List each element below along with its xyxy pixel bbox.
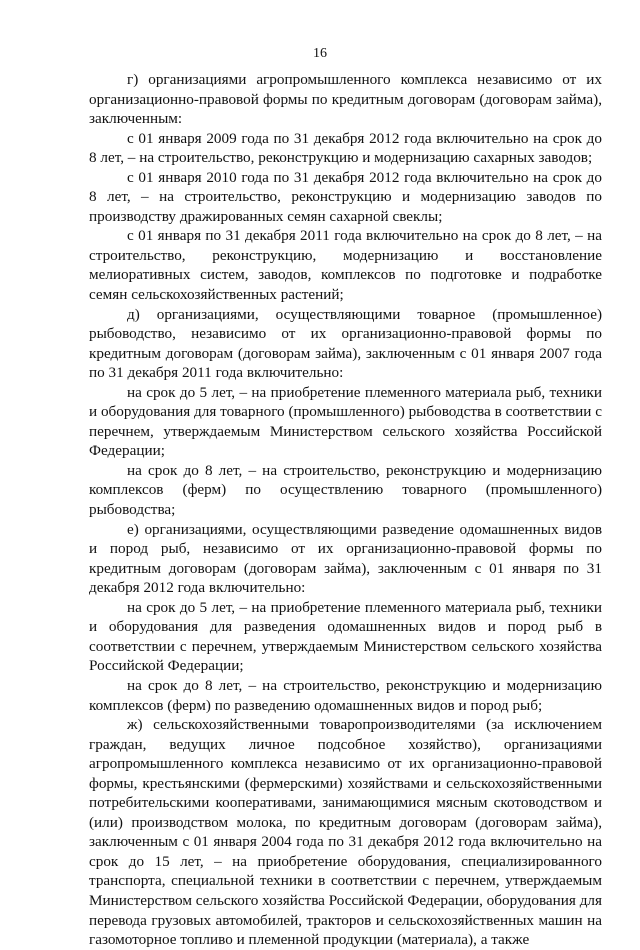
document-body bbox=[89, 70, 602, 950]
paragraph-e-intro: е) организациями, осуществляющими разведение одомашненных видов и пород рыб, независимо от их организационно-правовой формы по кредитным договорам (договорам займа), заключенным с 01 января по 31 декабря 2012 года включительно: bbox=[89, 520, 602, 597]
paragraph-g-beet-seed-plants: с 01 января 2010 года по 31 декабря 2012 года включительно на срок до 8 лет, – на строительство, реконструкцию и модернизацию заводов по производству дражированных семян сахарной свеклы; bbox=[89, 168, 602, 225]
paragraph-e-5-years: на срок до 5 лет, – на приобретение племенного материала рыб, техники и оборудования для разведения одомашненных видов и пород рыб в соответствии с перечнем, утверждаемым Министерством сельского хозяйства Российской Федерации; bbox=[89, 598, 602, 675]
page-number: 16 bbox=[313, 46, 327, 61]
paragraph-g-melioration: с 01 января по 31 декабря 2011 года включительно на срок до 8 лет, – на строительство, реконструкцию, модернизацию и восстановление мелиоративных систем, заводов, комплексов по подготовке и подработке семян сельскохозяйственных растений; bbox=[89, 227, 602, 304]
paragraph-g-intro: г) организациями агропромышленного комплекса независимо от их организационно-правовой формы по кредитным договорам (договорам займа), заключенным: bbox=[89, 71, 602, 128]
paragraph-d-8-years: на срок до 8 лет, – на строительство, реконструкцию и модернизацию комплексов (ферм) по осуществлению товарного (промышленного) рыбоводства; bbox=[89, 461, 602, 519]
paragraph-g-sugar-plants: с 01 января 2009 года по 31 декабря 2012 года включительно на срок до 8 лет, – на строительство, реконструкцию и модернизацию сахарных заводов; bbox=[89, 129, 602, 167]
paragraph-zh-intro: ж) сельскохозяйственными товаропроизводителями (за исключением граждан, ведущих личное подсобное хозяйство), организациями агропромышленного комплекса независимо от их организационно-правовой формы, крестьянскими (фермерскими) хозяйствами и сельскохозяйственными потребительскими кооперативами, занимающимися мясным скотоводством и (или) производством молока, по кредитным договорам (договорам займа), заключенным с 01 января 2004 года по 31 декабря 2012 года включительно на срок до 15 лет, – на приобретение оборудования, специализированного транспорта, специальной техники в соответствии с перечнем, утверждаемым Министерством сельского хозяйства Российской Федерации, оборудования для перевода грузовых автомобилей, тракторов и сельскохозяйственных машин на газомоторное топливо и племенной продукции (материала), а также bbox=[89, 716, 602, 949]
paragraph-d-5-years: на срок до 5 лет, – на приобретение племенного материала рыб, техники и оборудования для товарного (промышленного) рыбоводства в соответствии с перечнем, утверждаемым Министерством сельского хозяйства Российской Федерации; bbox=[89, 383, 602, 460]
paragraph-d-intro: д) организациями, осуществляющими товарное (промышленное) рыбоводство, независимо от их организационно-правовой формы по кредитным договорам (договорам займа), заключенным с 01 января 2007 года по 31 декабря 2011 года включительно: bbox=[89, 305, 602, 382]
paragraph-e-8-years: на срок до 8 лет, – на строительство, реконструкцию и модернизацию комплексов (ферм) по разведению одомашненных видов и пород рыб; bbox=[89, 676, 602, 714]
